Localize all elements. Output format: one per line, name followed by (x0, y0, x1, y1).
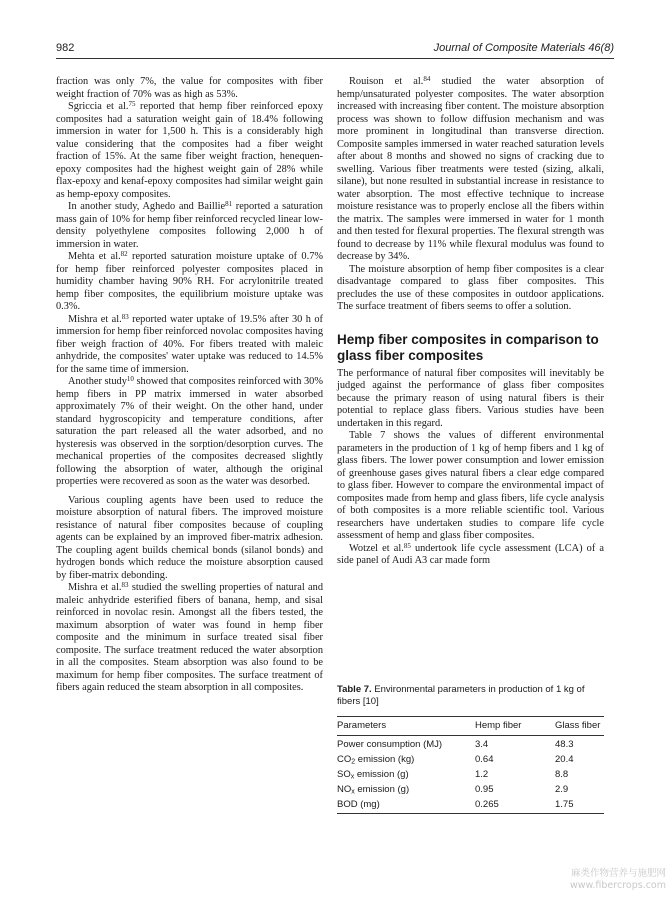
table-cell: 0.64 (475, 753, 494, 765)
running-header (56, 38, 614, 56)
header-rule (56, 58, 614, 59)
citation: 82 (120, 249, 128, 258)
citation: 81 (225, 199, 233, 208)
watermark-line: 麻类作物营养与施肥网 (570, 868, 666, 879)
section-heading: Hemp fiber composites in comparison to glass fiber composites (337, 331, 599, 363)
table-row (337, 796, 604, 813)
paragraph: Sgriccia et al.$^{75}$ reported that hemp fiber reinforced epoxy composites had a saturation weight gain of 18.4% following immersion in water for 1,500 h. This is a considerably high value considering that the composites had a fiber weight fraction of 15%. At the same fiber weight fraction, henequen-epoxy composites had the highest weight gain of 28% while flax-epoxy and kenaf-epoxy composites had similar weight gain as hemp-epoxy composites. (56, 99, 323, 200)
table-row (337, 751, 604, 766)
paragraph: Another study$^{10}$ showed that composites reinforced with 30% hemp fibers in PP matrix immersed in water absorbed approximately 7% of their weight. On the other hand, under standard hygroscopicity and temperature conditions, after saturation the part released all the water adsorbed, and no hysteresis was observed in the sorption/desorption curves. The mechanical properties of the composites decreased slightly following the absorption of water, although the original properties were recovered as soon as the water was desorbed. (56, 374, 323, 487)
watermark (570, 868, 666, 892)
citation: 10 (126, 374, 134, 383)
table-cell: $NO_x$ emission (g) (337, 783, 410, 795)
citation: 83 (121, 312, 129, 321)
data-table (337, 716, 604, 814)
table-cell: 20.4 (555, 753, 574, 765)
journal-title: Journal of Composite Materials 46(8) (433, 42, 614, 54)
paragraph: Rouison et al.$^{84}$ studied the water absorption of hemp/unsaturated polyester composites. The water absorption increased with increasing fiber content. The moisture absorption process was shown to follow diffusion mechanism and was more prominent in longitudinal than transverse direction. Composite samples immersed in water reached saturation levels after about 8 months and showed no signs of cracking due to swelling. Various fiber treatments were tested (sizing, alkali, silane), but none resulted in substantial increase in resistance to water absorption. The most effective technique to increase moisture resistance was to properly enclose all the fibers within the matrix. The samples were immersed in water for 1 month and then tested for flexural properties. The flexural strength was found to decrease by 11% while flexural modulus was found to decrease by 34%. (337, 74, 604, 262)
table-cell: $CO_2$ emission (kg) (337, 753, 415, 765)
paragraph: Table 7 shows the values of different environmental parameters in the production of 1 kg of hemp fibers and 1 kg of glass fibers. The lower power consumption and lower emission of greenhouse gases gives natural fibers a clear edge compared to glass fiber. However to compare the environmental impact of composites made from hemp and glass fibers, life cycle analysis of both composites is a more reliable scientific tool. Various researchers have undertaken studies to compare life cycle assessment of hemp and glass fiber composites. (337, 430, 604, 541)
paragraph: The performance of natural fiber composites will inevitably be judged against the performance of glass fiber composites because the primary reason of using natural fibers is their potential to replace glass fibers. Various studies have been undertaken in this regard. (337, 367, 604, 429)
citation: 75 (128, 99, 136, 108)
table-caption-label: Table 7. (337, 684, 372, 695)
citation: 84 (423, 74, 431, 83)
paragraph: The moisture absorption of hemp fiber composites is a clear disadvantage compared to glass fiber composites. This precludes the use of these composites in outdoor applications. The surface treatment of fibers seems to offer a solution. (337, 263, 604, 312)
citation: 83 (121, 580, 129, 589)
table-caption-text: Environmental parameters in production of 1 kg of fibers [10] (337, 684, 585, 707)
table-row (337, 781, 604, 796)
paragraph: Mishra et al.$^{83}$ reported water uptake of 19.5% after 30 h of immersion for hemp fiber reinforced novolac composites having fiber weigh fraction of 40%. For fibers treated with maleic anhydride, the composites' water uptake was reduced to 14.5% for the same time of immersion. (56, 312, 323, 375)
table-row (337, 766, 604, 781)
right-column (337, 76, 604, 568)
table-cell: 0.95 (475, 783, 494, 795)
paragraph: Mishra et al.$^{83}$ studied the swelling properties of natural and maleic anhydride esterified fibers of banana, hemp, and sisal reinforced in novolac resin. Amongst all the fibers tested, the maximum absorption of water was found in hemp fiber composite and the minimum in surface treated sisal fiber composite. The surface treatment reduced the water absorption in all the composites. Steam absorption was also found to be maximum for hemp fiber composites. The surface treatment of fibers again reduced the steam absorption in all composites. (56, 580, 323, 693)
table-cell: 48.3 (555, 738, 574, 750)
paragraph: fraction was only 7%, the value for composites with fiber weight fraction of 70% was as high as 53%. (56, 76, 323, 100)
paragraph: In another study, Aghedo and Baillie$^{81}$ reported a saturation mass gain of 10% for hemp fiber reinforced recycled linear low-density polyethylene composites following 2,000 h of immersion in water. (56, 199, 323, 250)
table-cell: 8.8 (555, 768, 569, 780)
table-cell: 2.9 (555, 783, 569, 795)
paragraph: Mehta et al.$^{82}$ reported saturation moisture uptake of 0.7% for hemp fiber reinforced polyester composites placed in humidity chamber having 90% RH. For acrylonitrile treated hemp fiber composites, the equilibrium moisture uptake was 0.3%. (56, 249, 323, 312)
column-header: Parameters (337, 717, 475, 736)
paragraph: Various coupling agents have been used to reduce the moisture absorption of natural fibers. The improved moisture resistance of natural fiber composites because of coupling agents can be explained by an improved fiber-matrix adhesion. The coupling agent builds chemical bonds (silanol bonds) and hydrogen bonds which reduce the moisture absorption caused by fiber-matrix debonding. (56, 494, 323, 581)
page-number: 982 (56, 42, 75, 54)
table-header-row (337, 717, 604, 736)
table-7 (337, 684, 604, 814)
table-cell: 1.75 (555, 796, 604, 813)
citation: 85 (403, 541, 411, 550)
table-caption (337, 684, 604, 708)
table-cell: 0.265 (475, 796, 555, 813)
watermark-url: www.fibercrops.com (569, 880, 666, 891)
table-cell: Power consumption (MJ) (337, 738, 443, 750)
table-cell: $SO_x$ emission (g) (337, 768, 409, 780)
column-header: Hemp fiber (475, 717, 555, 736)
table-cell: BOD (mg) (337, 796, 475, 813)
table-row (337, 736, 604, 752)
left-column (56, 76, 323, 695)
paragraph: Wotzel et al.$^{85}$ undertook life cycle assessment (LCA) of a side panel of Audi A3 car made form (337, 541, 604, 566)
table-cell: 1.2 (475, 768, 489, 780)
column-header: Glass fiber (555, 717, 604, 736)
table-cell: 3.4 (475, 738, 489, 750)
